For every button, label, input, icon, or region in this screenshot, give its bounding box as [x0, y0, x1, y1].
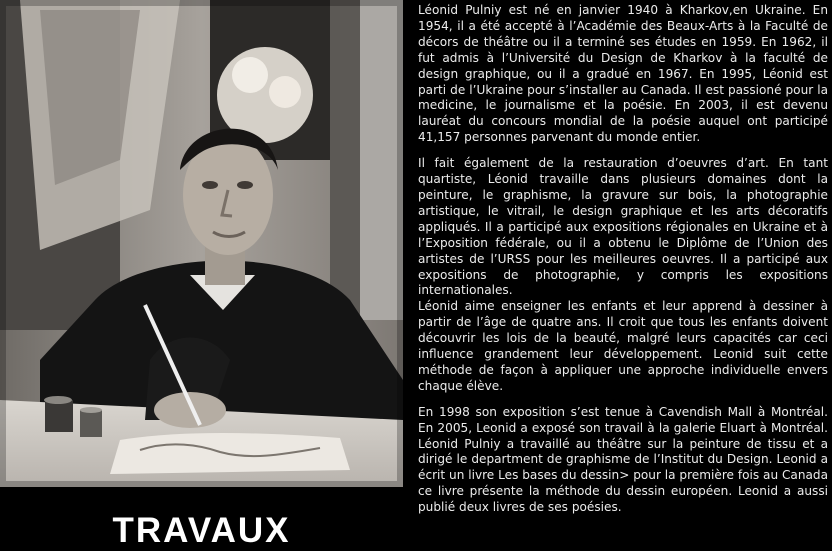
- biography-text: [418, 3, 828, 551]
- portrait-illustration: [0, 0, 403, 487]
- bio-paragraph: Léonid aime enseigner les enfants et leur apprend à dessiner à partir de l’âge de quatre ans. Il croit que tous les enfants doivent découvrir les lois de la beauté, malgré leurs capacités car ceci influence grandement leur développement. Leonid suit cette méthode de façon à appliquer une approche individuelle envers chaque élève.: [418, 299, 828, 393]
- bio-paragraph: Il fait également de la restauration d’oeuvres d’art. En tant quartiste, Léonid travaille dans plusieurs domaines dont la peinture, le graphisme, la gravure sur bois, la photographie artistique, le vitrail, le design graphique et les arts décoratifs appliqués. Il a participé aux expositions régionales en Ukraine et à l’Exposition fédérale, ou il a obtenu le Diplôme de l’Union des artistes de l’URSS pour les meilleures oeuvres. Il a participé aux expositions de photographie, y compris les expositions internationales.: [418, 156, 828, 298]
- portrait-photo: [0, 0, 403, 487]
- travaux-link[interactable]: TRAVAUX: [112, 511, 291, 550]
- bio-paragraph: Léonid Pulniy est né en janvier 1940 à Kharkov,en Ukraine. En 1954, il a été accepté à l’Académie des Beaux-Arts à la Faculté de décors de théâtre ou il a terminé ses études en 1959. En 1962, il fut admis à l’Université du Design de Kharkov à la faculté de design graphique, ou il a gradué en 1967. En 1995, Léonid est parti de l’Ukraine pour s’installer au Canada. Il est passioné pour la medicine, le journalisme et la poésie. En 2003, il est devenu lauréat du concours mondial de la poésie auquel ont participé 41,157 personnes parvenant du monde entier.: [418, 3, 828, 145]
- bio-paragraph: En 1998 son exposition s’est tenue à Cavendish Mall à Montréal. En 2005, Leonid a exposé son travail à la galerie Eluart à Montréal. Léonid Pulniy a travaillé au théâtre sur la peinture de tissu et a dirigé le department de graphisme de l’Institut du Design. Leonid a écrit un livre Les bases du dessin> pour la première fois au Canada ce livre présente la méthode du dessin européen. Leonid a aussi publié deux livres de ses poésies.: [418, 404, 828, 515]
